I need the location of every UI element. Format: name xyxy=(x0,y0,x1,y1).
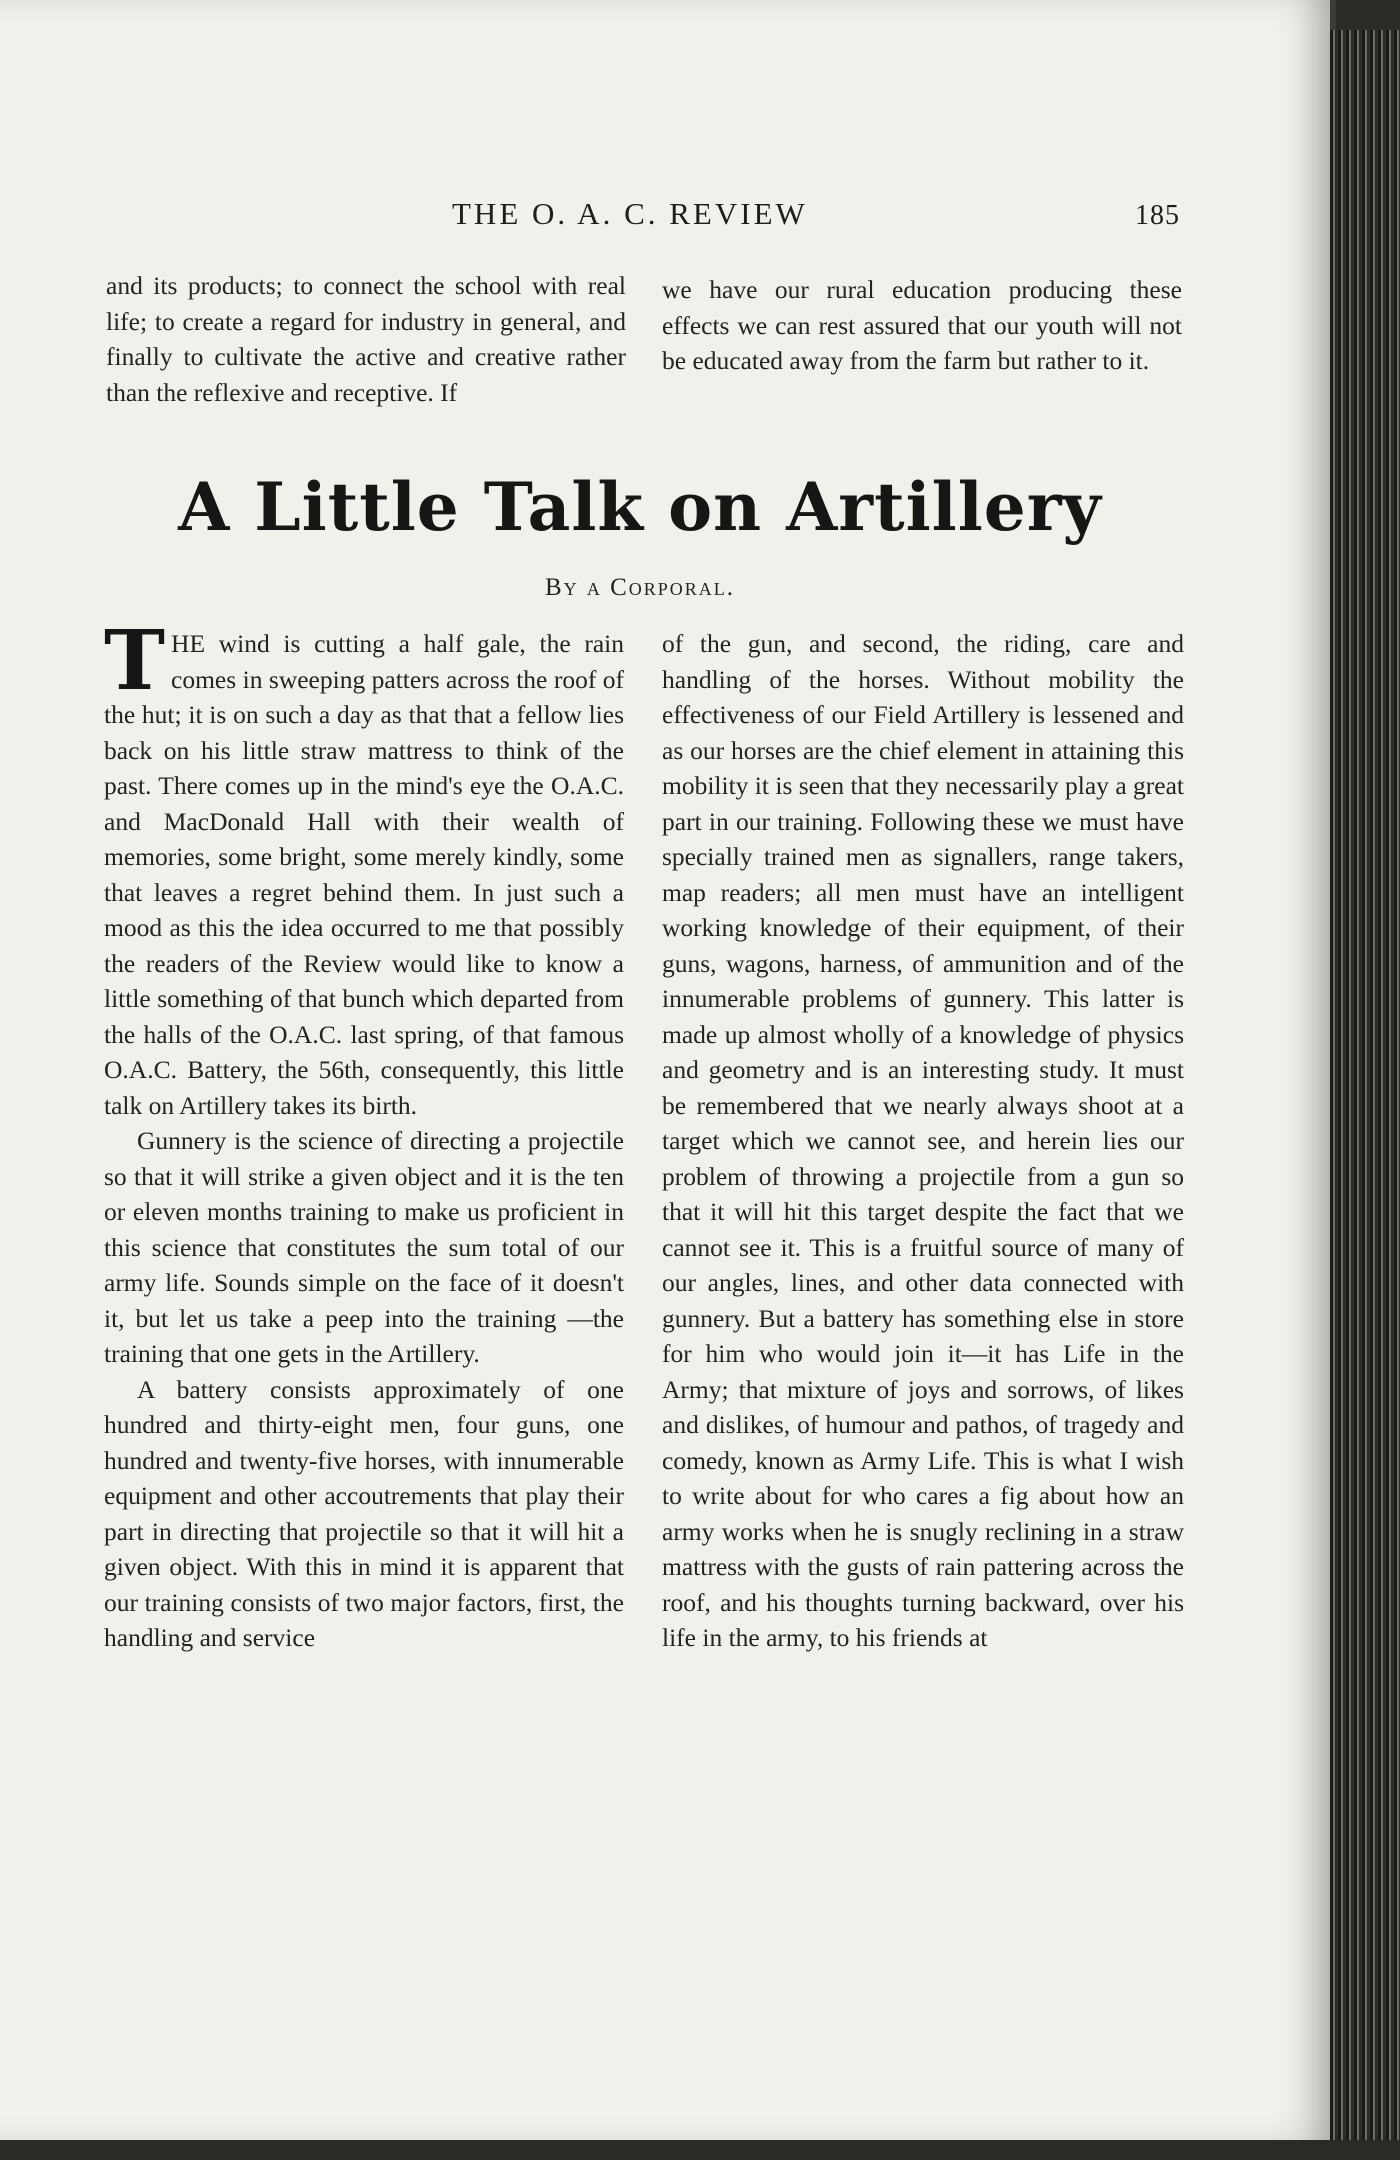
running-title: THE O. A. C. REVIEW xyxy=(452,196,808,231)
article-paragraph: A battery consists approximately of one hundred and thirty-eight men, four guns, one hundred and twenty-five horses, with innumerable equipment and other accoutrements that play their part in directing that projectile so that it will hit a given object. With this in mind it is apparent that our training consists of two major factors, first, the handling and service xyxy=(104,1374,624,1652)
intro-paragraph-left: and its products; to connect the school with real life; to create a regard for industry in general, and finally to cultivate the active and creative rather than the reflexive and receptive. If xyxy=(106,271,626,407)
intro-paragraph-right: we have our rural education producing these effects we can rest assured that our youth will not be educated away from the farm but rather to it. xyxy=(662,275,1182,375)
article-paragraph: Gunnery is the science of directing a projectile so that it will strike a given object and it is the ten or eleven months training to make us proficient in this science that constitutes the sum total of our army life. Sounds simple on the face of it doesn't it, but let us take a peep into the training —the training that one gets in the Artillery. xyxy=(104,1126,624,1368)
article-paragraph: of the gun, and second, the riding, care and handling of the horses. Without mobility the effectiveness of our Field Artillery is lessened and as our horses are the chief element in attaining this mobility it is seen that they necessarily play a great part in our training. Following these we must have specially trained men as signallers, range takers, map readers; all men must have an intelligent working knowledge of their equipment, of their guns, wagons, harness, of ammunition and of the innumerable problems of gunnery. This latter is made up almost wholly of a knowledge of physics and geometry and is an interesting study. It must be remembered that we nearly always shoot at a target which we cannot see, and herein lies our problem of throwing a projectile from a gun so that it will hit this target despite the fact that we cannot see it. This is a fruitful source of many of our angles, lines, and other data connected with gunnery. But a battery has something else in store for him who would join it—it has Life in the Army; that mixture of joys and sorrows, of likes and dislikes, of humour and pathos, of tragedy and comedy, known as Army Life. This is what I wish to write about for who cares a fig about how an army works when he is snugly reclining in a straw mattress with the gusts of rain pattering across the roof, and his thoughts turning backward, over his life in the army, to his friends at xyxy=(662,629,1184,1652)
drop-cap: T xyxy=(104,613,166,709)
intro-column-right xyxy=(662,272,1182,379)
page-number: 185 xyxy=(1135,200,1180,231)
article-column-right xyxy=(662,626,1184,1656)
page-header xyxy=(0,196,1330,246)
intro-column-left xyxy=(106,268,626,410)
article-title: A Little Talk on Artillery xyxy=(178,468,1102,546)
article-column-left xyxy=(104,613,624,1656)
book-page-edges xyxy=(1330,30,1400,2140)
paragraph-text: HE wind is cutting a half gale, the rain comes in sweeping patters across the roof of the hut; it is on such a day as that that a fellow lies back on his little straw mattress to think of the past. There comes up in the mind's eye the O.A.C. and MacDonald Hall with their wealth of memories, some bright, some merely kindly, some that leaves a regret behind them. In just such a mood as this the idea occurred to me that possibly the readers of the Review would like to know a little something of that bunch which departed from the halls of the O.A.C. last spring, of that famous O.A.C. Battery, the 56th, consequently, this little talk on Artillery takes its birth. xyxy=(104,629,624,1120)
article-byline: By a Corporal. xyxy=(544,574,736,601)
article-paragraph xyxy=(104,613,624,1123)
